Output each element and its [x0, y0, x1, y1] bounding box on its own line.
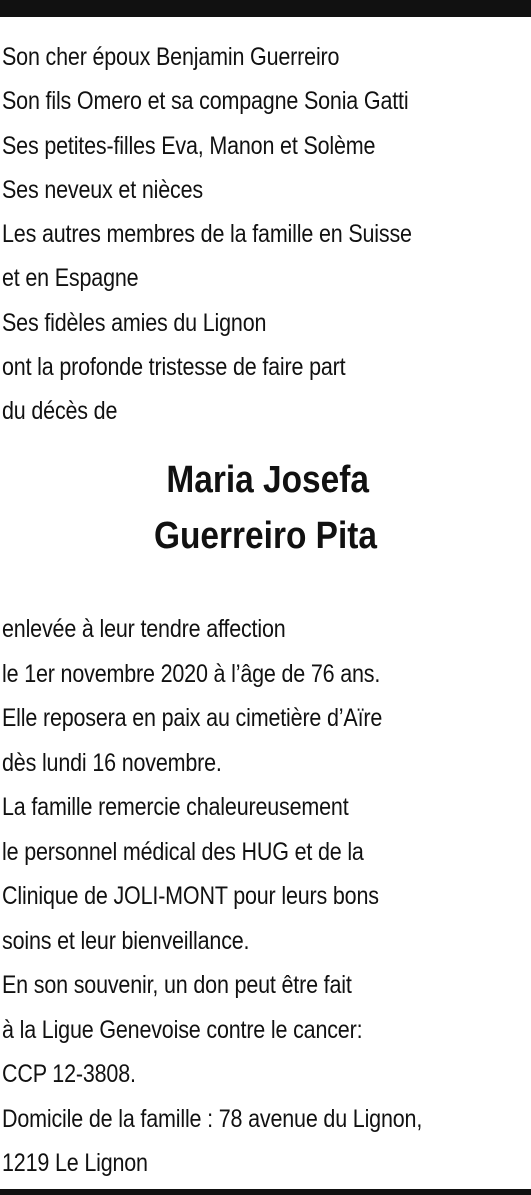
obituary-details-lines [2, 607, 491, 1186]
detail-line: En son souvenir, un don peut être fait [2, 971, 352, 999]
deceased-name [0, 452, 531, 564]
detail-line: La famille remercie chaleureusement [2, 793, 349, 821]
top-border-rule [0, 0, 531, 17]
intro-line: Les autres membres de la famille en Suisse [2, 220, 412, 249]
intro-line: Ses petites-filles Eva, Manon et Solème [2, 131, 376, 160]
detail-line: à la Ligue Genevoise contre le cancer: [2, 1015, 363, 1044]
bottom-border-rule [0, 1189, 531, 1195]
intro-line: Ses neveux et nièces [2, 175, 203, 204]
intro-line: Son fils Omero et sa compagne Sonia Gatti [2, 87, 409, 116]
detail-line: Elle reposera en paix au cimetière d’Aïre [2, 704, 383, 732]
detail-line: le personnel médical des HUG et de la [2, 837, 364, 866]
detail-line: soins et leur bienveillance. [2, 926, 250, 955]
intro-line: du décès de [2, 397, 118, 426]
intro-line: et en Espagne [2, 264, 139, 293]
intro-line: Son cher époux Benjamin Guerreiro [2, 43, 340, 71]
detail-line: Clinique de JOLI-MONT pour leurs bons [2, 882, 379, 910]
detail-line: le 1er novembre 2020 à l’âge de 76 ans. [2, 659, 381, 688]
detail-line: dès lundi 16 novembre. [2, 748, 222, 777]
detail-line: enlevée à leur tendre affection [2, 615, 286, 643]
intro-line: ont la profonde tristesse de faire part [2, 353, 346, 382]
family-announcement-lines [2, 35, 479, 434]
deceased-surnames: Guerreiro Pita [153, 515, 377, 557]
detail-line: CCP 12-3808. [2, 1060, 136, 1088]
detail-line: Domicile de la famille : 78 avenue du Lignon, [2, 1104, 423, 1133]
intro-line: Ses fidèles amies du Lignon [2, 308, 267, 337]
detail-line: 1219 Le Lignon [2, 1149, 148, 1177]
deceased-first-names: Maria Josefa [166, 459, 369, 501]
